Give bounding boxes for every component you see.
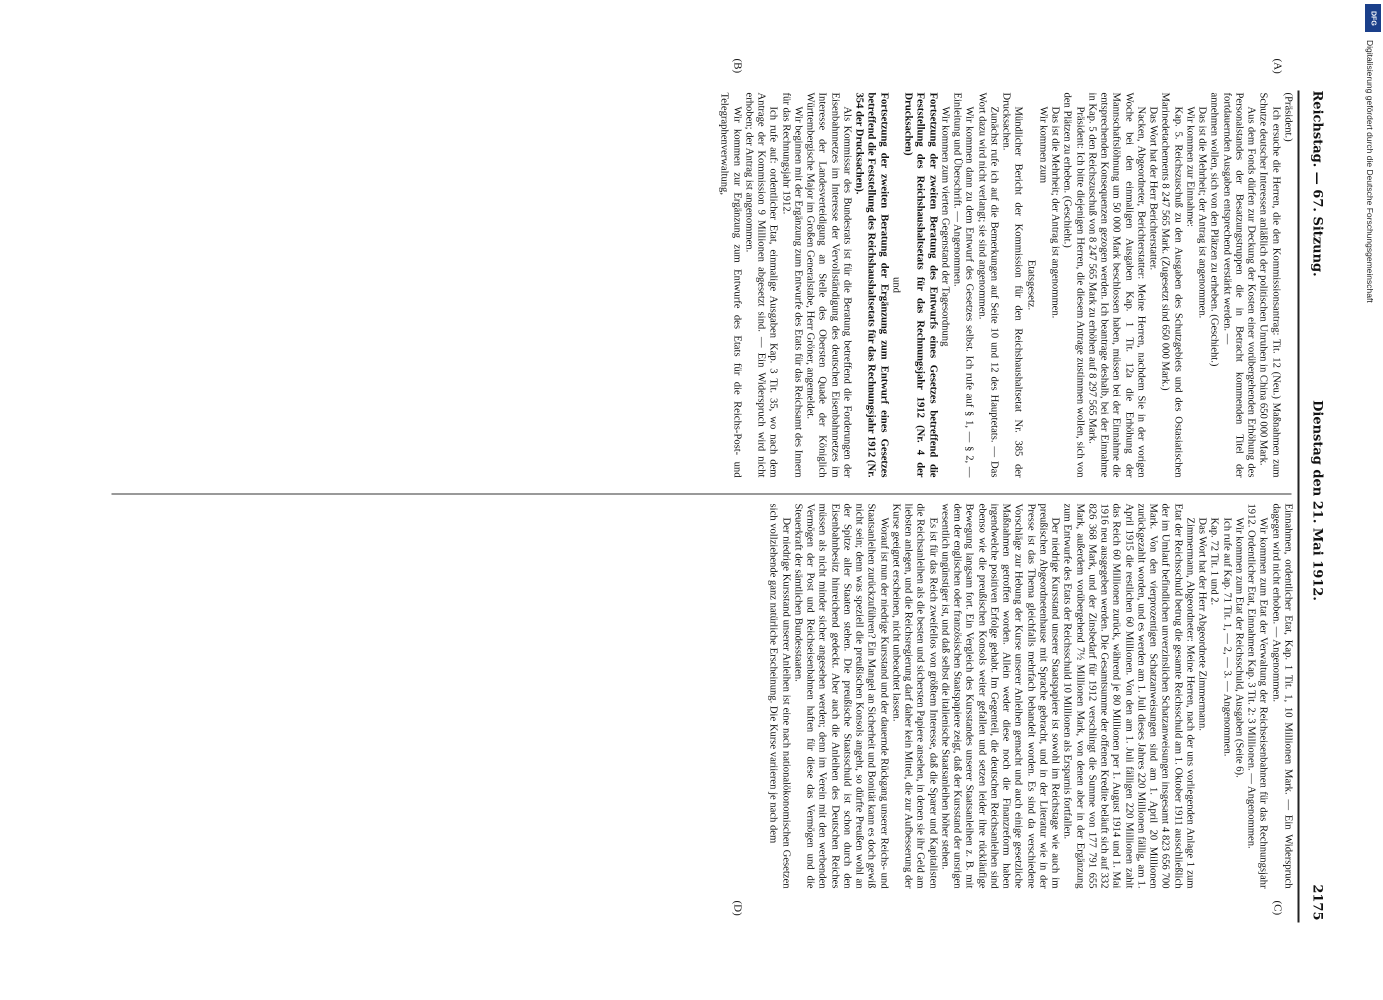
margin-letter-d: (D)	[731, 900, 743, 916]
paragraph: Kap. 72 Tit. 1 und 2.	[1208, 517, 1220, 605]
paragraph: Wir kommen zur Einnahme:	[1184, 106, 1195, 227]
paragraph: Der niedrige Kursstand unserer Staatspapiere ist sowohl im Reichstage wie auch im preußischen Abgeordnetenhause mit Sprache gebracht, und in der Literatur wie in der Presse ist das Thema gleichfalls mehrfach behandelt worden. Es sind da verschiedene Vorschläge zur Hebung der Kurse unserer Anleihen gemacht und auch einige gesetzliche Maßnahmen getroffen worden. Allein weder diese noch die Finanzreform haben irgendwelche positiven Erfolge gehabt. Im Gegenteil, die deutschen Reichsanleihen sind ebenso wie die preußischen Konsols weiter gefallen und setzen leider ihre rückläufige Bewegung langsam fort. Ein Vergleich des Kursstandes unserer Staatsanleihen z. B. mit dem der englischen oder französischen Staatspapiere zeigt, daß der Kursstand der unsrigen wesentlich ungünstiger ist, und daß selbst die italienische Staatsanleihen höher stehen.	[939, 503, 1061, 888]
paragraph: Das Wort hat der Herr Abgeordnete Zimmermann.	[1196, 517, 1208, 731]
dfg-logo: DFG	[1365, 4, 1381, 32]
connector: und	[890, 276, 901, 293]
paragraph: Ich rufe auf: ordentlicher Etat, einmalige Ausgaben Kap. 3 Tit. 35, wo nach dem Antrage der Kommission 9 Millionen abgesetzt sind. — Ein Widerspruch wird nicht erhoben; der Antrag ist angenommen.	[743, 92, 779, 477]
paragraph: Zunächst rufe ich auf die Bemerkungen auf Seite 10 und 12 des Hauptetats. — Das Wort dazu wird nicht verlangt; sie sind angenommen.	[975, 92, 999, 477]
paragraph: Wir beginnen mit der Ergänzung zum Entwurfe des Etats für das Reichsamt des Innern für das Rechnungsjahr 1912.	[779, 92, 803, 477]
paragraph: Als Kommissar des Bundesrats ist für die Beratung betreffend die Forderungen der Eisenbahnnetzes im Interesse der Vervollständigung des deutschen Eisenbahnnetzes im Interesse der Landesverteidigung an Stelle des Obersten Quade der Königlich Württembergische Major im Großen Generalstabe, Herr Gröner, angemeldet.	[804, 92, 852, 477]
paragraph: (Präsident.)	[1282, 92, 1293, 142]
paragraph: Ich ersuche die Herren, die den Kommissionsantrag: Tit. 12 (Neu.) Maßnahmen zum Schutze deutscher Interessen anläßlich der politischen Unruhen in China 650 000 Mark.	[1257, 92, 1281, 477]
paragraph: Wir kommen zur Ergänzung zum Entwurfe des Etats für die Reichs-Post- und Telegraphenverwaltung,	[718, 92, 742, 477]
left-column	[717, 92, 1293, 477]
section-heading: Etatsgesetz.	[1024, 259, 1036, 310]
page-number: 2175	[1309, 883, 1324, 920]
paragraph: Das ist die Mehrheit; der Antrag ist angenommen.	[1049, 106, 1061, 318]
header-rule	[1297, 90, 1299, 922]
agenda-item: Fortsetzung der zweiten Beratung des Entwurfs eines Gesetzes betreffend die Feststellung des Reichshaushaltsetats für das Rechnungsjahr 1912 (Nr. 4 der Drucksachen)	[902, 92, 938, 477]
agenda-item: Fortsetzung der zweiten Beratung der Ergänzung zum Entwurf eines Gesetzes betreffend die Feststellung des Reichshaushaltsetats für das Rechnungsjahr 1912 (Nr. 354 der Drucksachen).	[853, 92, 889, 477]
paragraph: Präsident: Ich bitte diejenigen Herren, die diesem Antrage zustimmen wollen, sich von den Plätzen zu erheben. (Geschieht.)	[1061, 92, 1085, 477]
paragraph: Wir kommen zum Etat der Verwaltung der Reichseisenbahnen für das Rechnungsjahr 1912. Ordentlicher Etat, Einnahmen Kap. 3 Tit. 2: 3 Millionen. — Angenommen.	[1245, 503, 1269, 888]
paragraph: Wir kommen zum	[1037, 106, 1048, 183]
margin-letter-c: (C)	[1271, 900, 1283, 915]
paragraph: Einnahmen, ordentlicher Etat, Kap. 1 Tit. 1, 10 Millionen Mark. — Ein Widerspruch dagegen wird nicht erhoben. — Angenommen.	[1269, 503, 1293, 888]
paragraph: Wir kommen zum vierten Gegenstand der Tagesordnung	[939, 106, 950, 346]
header-date: Dienstag den 21. Mai 1912.	[1309, 399, 1324, 601]
paragraph: annehmen wollen, sich von den Plätzen zu erheben. (Geschieht.)	[1208, 92, 1220, 366]
paragraph: Mündlicher Bericht der Kommission für den Reichshaushaltsetat Nr. 385 der Drucksachen.	[1000, 92, 1024, 477]
paragraph: Es ist für das Reich zweifellos von größtem Interesse, daß die Sparer und Kapitalisten die Reichsanleihen als die besten und sichersten Papiere ansehen, in denen sie ihr Geld am liebsten anlegen, und die Reichsregierung darf daher kein Mittel, die zur Aufbesserung der Kurse geeignet erscheinen, nicht unbeachtet lassen.	[890, 503, 938, 888]
paragraph: Kap. 5. Reichszuschuß zu den Ausgaben des Schutzgebiets und des Ostasiatischen Marinedetachements 8 247 565 Mark. (Zugesetzt sind 650 000 Mark.)	[1159, 92, 1183, 477]
digitization-credit: Digitalisierung gefördert durch die Deutsche Forschungsgemeinschaft	[1365, 40, 1375, 303]
header-left: Reichstag. — 67. Sitzung.	[1309, 90, 1324, 277]
right-column	[766, 503, 1293, 888]
margin-letter-a: (A)	[1271, 58, 1283, 74]
column-divider	[111, 493, 1291, 494]
paragraph: Zimmermann, Abgeordneter: Meine Herren, nach der uns vorliegenden Anlage 1 zum Etat der Reichsschuld betrug die gesamte Reichsschuld am 1. Oktober 1911 ausschließlich der im Umlauf befindlichen unverzinslichen Schatzanweisungen insgesamt 4 823 656 700 Mark. Von den vierprozentigen Schatzanweisungen sind am 1. April 20 Millionen zurückgezahlt worden, und es werden am 1. Juli dieses Jahres 220 Millionen fällig, am 1. April 1915 die restlichen 60 Millionen. Von den am 1. Juli fälligen 220 Millionen zahlt das Reich 60 Millionen zurück, während je 80 Millionen per 1. August 1914 und 1. Mai 1916 neu ausgegeben werden. Die Gesamtsumme der offenen Kredite beläuft sich auf 332 826 368 Mark, und der Zinsbedarf für 1912 verschlingt die Summe von 177 791 655 Mark, außerdem vorübergehend 7½ Millionen Mark, von denen aber in der Ergänzung zum Entwurfe des Etats der Reichsschuld 10 Millionen als Ersparnis fortfallen.	[1061, 503, 1195, 888]
paragraph: Nacken, Abgeordneter, Berichterstatter: Meine Herren, nachdem Sie in der vorigen Woche bei den einmaligen Ausgaben Kap. 1 Tit. 12a die Erhöhung der Mannschaftslöhnung um 50 000 Mark beschlossen haben, müssen bei der Einnahme die entsprechenden Konsequenzen gezogen werden. Ich beantrage deshalb, bei der Einnahme in Kap. 5 den Reichszuschuß von 8 247 565 Mark zu erhöhen auf 8 297 565 Mark.	[1086, 92, 1146, 477]
paragraph: Aus dem Fonds dürfen zur Deckung der Kosten einer vorübergehenden Erhöhung des Personalstandes der Besatzungstruppen die in Betracht kommenden Titel der fortdauernden Ausgaben entsprechend verstärkt werden. —	[1220, 92, 1257, 477]
paragraph: Das ist die Mehrheit; der Antrag ist angenommen.	[1196, 106, 1208, 318]
paragraph: Der niedrige Kursstand unserer Anleihen ist eine nach nationalökonomischen Gesetzen sich vollziehende ganz natürliche Erscheinung. Die Kurse variieren je nach dem	[767, 503, 791, 888]
paragraph: Wir kommen dann zu dem Entwurf des Gesetzes selbst. Ich rufe auf § 1, — § 2, — Einleitung und Überschrift. — Angenommen.	[951, 92, 975, 477]
margin-letter-b: (B)	[731, 58, 743, 73]
paragraph: Worauf ist nun der niedrige Kursstand und der dauernde Rückgang unserer Reichs- und Staatsanleihen zurückzuführen? Ein Mangel an Sicherheit und Bonität kann es doch gewiß nicht sein; denn was speziell die preußischen Konsols angeht, so dürfte Preußen wohl an der Spitze aller Staaten stehen. Die preußische Staatsschuld ist schon durch den Eisenbahnbesitz hinreichend gedeckt. Aber auch die Anleihen des Deutschen Reiches müssen als nicht minder sicher angesehen werden; denn im Verein mit den werbenden Vermögen der Post und Reichseisenbahnen haften für diese das Vermögen und die Steuerkraft der sämtlichen Bundesstaaten.	[792, 503, 889, 888]
page-header	[1302, 0, 1328, 1000]
paragraph: Das Wort hat der Herr Berichterstatter.	[1147, 106, 1159, 270]
paragraph: Wir kommen zum Etat der Reichsschuld, Ausgaben (Seite 6).	[1233, 517, 1244, 778]
paragraph: Ich rufe auf Kap. 71 Tit. 1, — 2, — 3. — Angenommen.	[1220, 517, 1232, 756]
